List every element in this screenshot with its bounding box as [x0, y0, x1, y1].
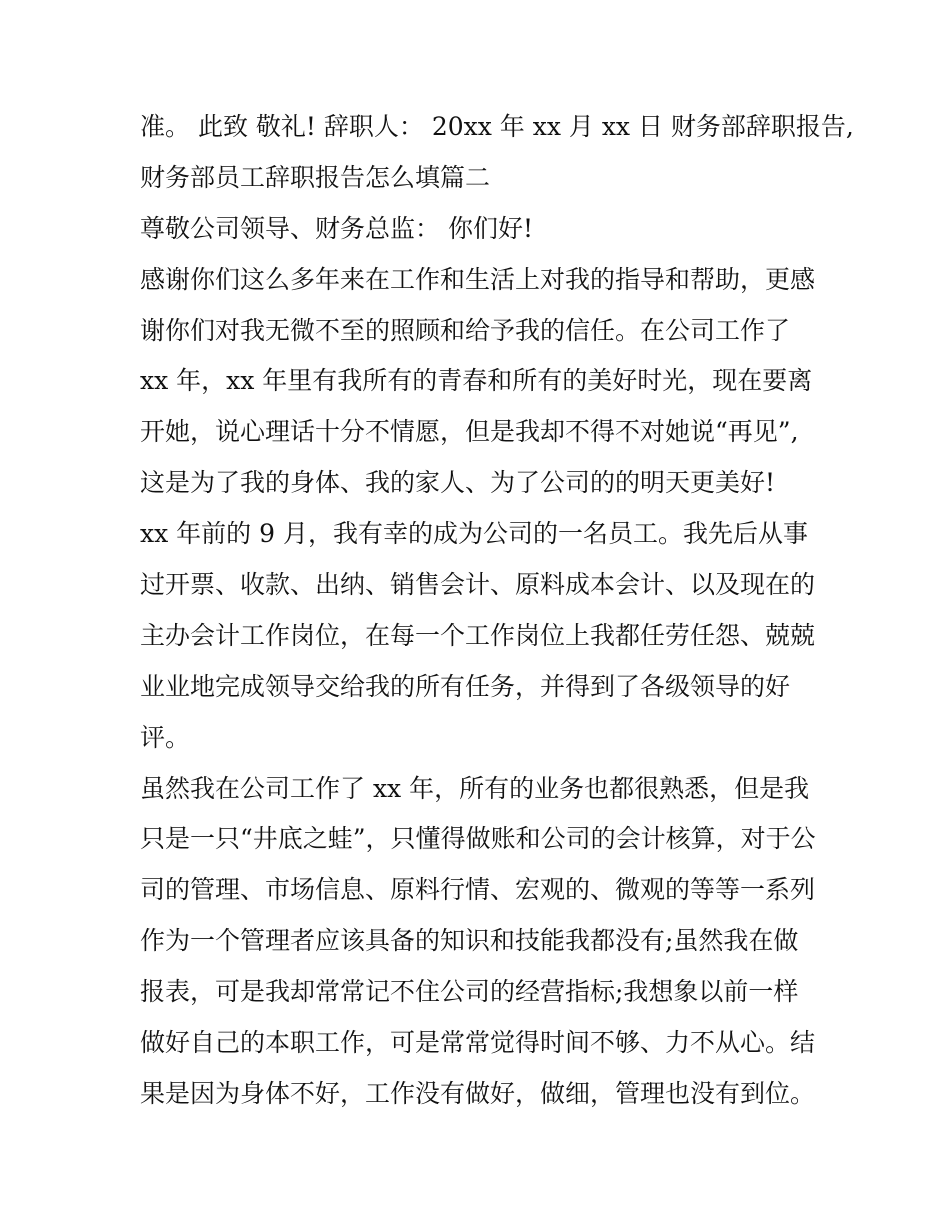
text-line: 谢你们对我无微不至的照顾和给予我的信任。在公司工作了: [140, 315, 791, 345]
text-line: xx 年，xx 年里有我所有的青春和所有的美好时光，现在要离: [140, 366, 813, 396]
text-line: xx 年前的 9 月，我有幸的成为公司的一名员工。我先后从事: [140, 519, 808, 549]
text-line: 感谢你们这么多年来在工作和生活上对我的指导和帮助，更感: [140, 264, 816, 294]
text-line: 评。: [140, 722, 191, 752]
text-line: 报表，可是我却常常记不住公司的经营指标;我想象以前一样: [140, 977, 799, 1007]
salutation: 尊敬公司领导、财务总监： 你们好!: [140, 213, 533, 243]
text-line: 业业地完成领导交给我的所有任务，并得到了各级领导的好: [140, 671, 791, 701]
section-heading: 财务部员工辞职报告怎么填篇二: [140, 162, 491, 192]
text-line: 这是为了我的身体、我的家人、为了公司的的明天更美好!: [140, 468, 776, 498]
document-body: [140, 102, 854, 1120]
text-line: 作为一个管理者应该具备的知识和技能我都没有;虽然我在做: [140, 926, 799, 956]
text-line: 过开票、收款、出纳、销售会计、原料成本会计、以及现在的: [140, 570, 816, 600]
text-line: 只是一只“井底之蛙”，只懂得做账和公司的会计核算，对于公: [140, 824, 816, 854]
text-line: 果是因为身体不好，工作没有做好，做细，管理也没有到位。: [140, 1078, 816, 1108]
text-line: 开她，说心理话十分不情愿，但是我却不得不对她说“再见”,: [140, 417, 799, 447]
text-line: 主办会计工作岗位，在每一个工作岗位上我都任劳任怨、兢兢: [140, 620, 816, 650]
text-line: 准。 此致 敬礼! 辞职人： 20xx 年 xx 月 xx 日 财务部辞职报告,: [140, 112, 854, 141]
text-line: 虽然我在公司工作了 xx 年，所有的业务也都很熟悉，但是我: [140, 773, 810, 803]
text-line: 司的管理、市场信息、原料行情、宏观的、微观的等等一系列: [140, 875, 816, 905]
text-line: 做好自己的本职工作，可是常常觉得时间不够、力不从心。结: [140, 1028, 816, 1058]
